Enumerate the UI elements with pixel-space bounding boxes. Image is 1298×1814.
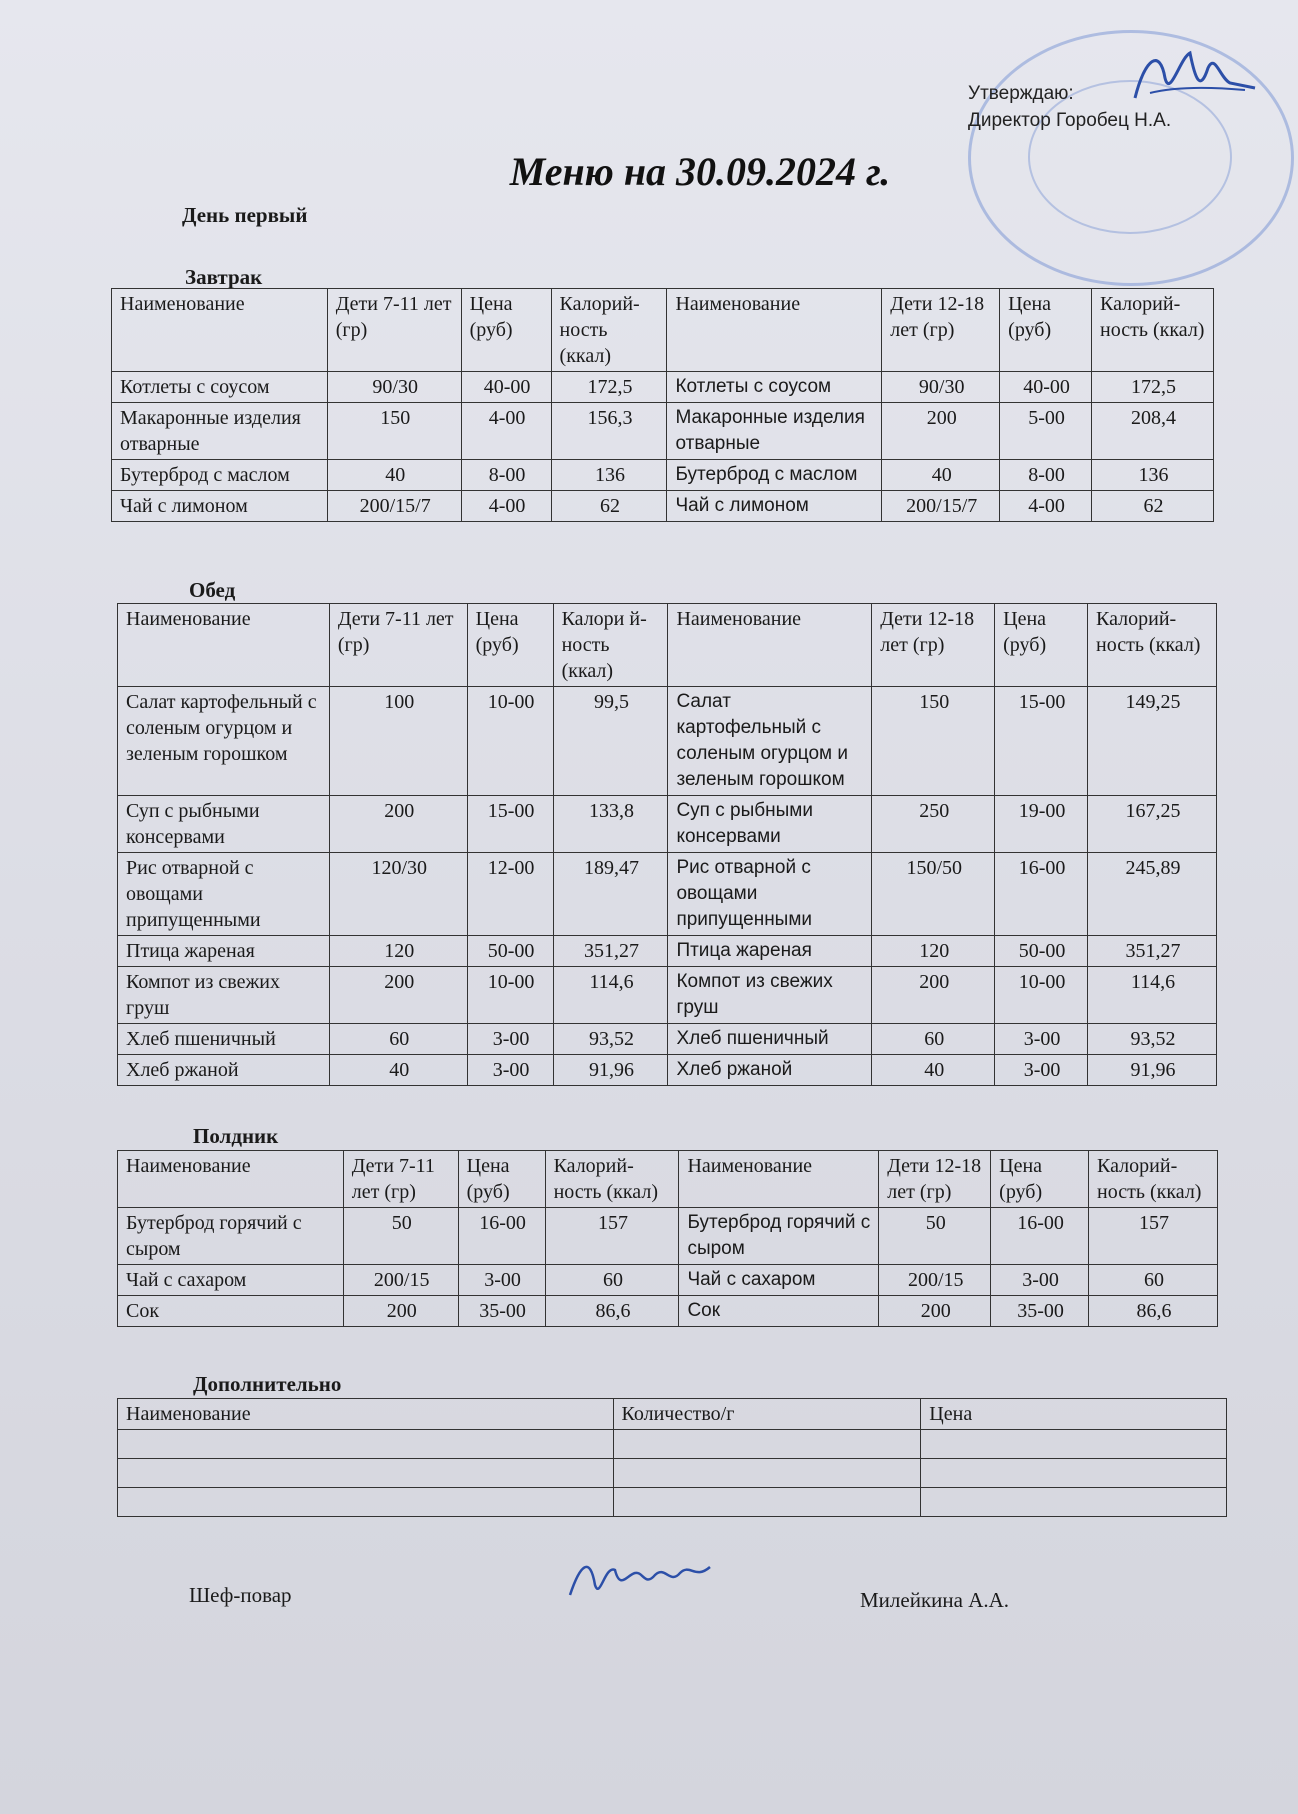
table-cell: Котлеты с соусом [667, 372, 882, 403]
column-header: Наименование [679, 1151, 879, 1208]
table-cell: 40-00 [1000, 372, 1092, 403]
table-cell: 50 [879, 1208, 991, 1265]
table-header-row [118, 604, 1217, 687]
table-cell: 3-00 [458, 1265, 545, 1296]
table-cell: 3-00 [995, 1024, 1088, 1055]
table-cell: 93,52 [1088, 1024, 1217, 1055]
table-cell: 86,6 [1089, 1296, 1218, 1327]
column-header: Наименование [112, 289, 328, 372]
table-row [118, 1055, 1217, 1086]
table-cell: 3-00 [991, 1265, 1089, 1296]
column-header: Цена (руб) [461, 289, 551, 372]
table-cell: 50 [343, 1208, 458, 1265]
table-cell: 10-00 [995, 967, 1088, 1024]
table-cell: 150/50 [872, 853, 995, 936]
table-cell: 189,47 [553, 853, 668, 936]
table-row [118, 1488, 1227, 1517]
table-cell: 200/15/7 [882, 491, 1000, 522]
table-cell: 136 [551, 460, 667, 491]
section-title-snack: Полдник [193, 1124, 279, 1148]
table-cell: 133,8 [553, 796, 668, 853]
table-cell: Хлеб пшеничный [668, 1024, 872, 1055]
column-header: Количество/г [613, 1399, 921, 1430]
column-header: Цена (руб) [467, 604, 553, 687]
table-cell: Бутерброд горячий с сыром [118, 1208, 344, 1265]
table-cell: 200/15 [343, 1265, 458, 1296]
table-cell: 99,5 [553, 687, 668, 796]
table-cell: 200 [882, 403, 1000, 460]
table-cell: 157 [1089, 1208, 1218, 1265]
column-header: Дети 12-18 лет (гр) [882, 289, 1000, 372]
table-cell: 90/30 [882, 372, 1000, 403]
table-cell: Бутерброд горячий с сыром [679, 1208, 879, 1265]
table-cell [921, 1488, 1227, 1517]
table-cell: Рис отварной с овощами припущенными [668, 853, 872, 936]
column-header: Дети 7-11 лет (гр) [327, 289, 461, 372]
approval-block [968, 80, 1171, 134]
table-cell: 5-00 [1000, 403, 1092, 460]
table-cell: 3-00 [995, 1055, 1088, 1086]
column-header: Наименование [668, 604, 872, 687]
table-cell: 40 [327, 460, 461, 491]
column-header: Калорий-ность (ккал) [1088, 604, 1217, 687]
table-cell: Суп с рыбными консервами [668, 796, 872, 853]
column-header: Наименование [118, 604, 330, 687]
column-header: Наименование [118, 1399, 614, 1430]
table-cell [613, 1488, 921, 1517]
lunch-table [117, 603, 1217, 1086]
page-title: Меню на 30.09.2024 г. [509, 149, 891, 194]
table-row [118, 1024, 1217, 1055]
table-cell: 172,5 [551, 372, 667, 403]
table-header-row [112, 289, 1214, 372]
column-header: Цена (руб) [458, 1151, 545, 1208]
chef-signature [565, 1545, 715, 1605]
table-cell: 16-00 [991, 1208, 1089, 1265]
table-row [118, 853, 1217, 936]
table-cell: 200 [343, 1296, 458, 1327]
table-cell: Котлеты с соусом [112, 372, 328, 403]
table-row [118, 1208, 1218, 1265]
table-cell: 250 [872, 796, 995, 853]
table-cell [921, 1430, 1227, 1459]
table-row [112, 403, 1214, 460]
table-cell: Хлеб ржаной [668, 1055, 872, 1086]
table-cell: 60 [329, 1024, 467, 1055]
table-row [118, 967, 1217, 1024]
table-cell: 40-00 [461, 372, 551, 403]
extra-table [117, 1398, 1227, 1517]
table-row [118, 1296, 1218, 1327]
table-cell: 60 [872, 1024, 995, 1055]
table-cell: 150 [872, 687, 995, 796]
column-header: Дети 12-18 лет (гр) [872, 604, 995, 687]
column-header: Калори й-ность (ккал) [553, 604, 668, 687]
column-header: Цена (руб) [991, 1151, 1089, 1208]
chef-label: Шеф-повар [189, 1583, 292, 1607]
table-cell: 16-00 [458, 1208, 545, 1265]
table-cell: 19-00 [995, 796, 1088, 853]
table-cell: Хлеб ржаной [118, 1055, 330, 1086]
section-title-breakfast: Завтрак [185, 265, 263, 289]
table-row [112, 491, 1214, 522]
table-header-row [118, 1151, 1218, 1208]
snack-table [117, 1150, 1218, 1327]
approval-line-2: Директор Горобец Н.А. [968, 110, 1172, 131]
table-cell: 50-00 [995, 936, 1088, 967]
table-cell: 62 [551, 491, 667, 522]
table-row [118, 1430, 1227, 1459]
table-cell: 91,96 [1088, 1055, 1217, 1086]
table-cell: 40 [872, 1055, 995, 1086]
table-cell: 351,27 [1088, 936, 1217, 967]
table-cell: Хлеб пшеничный [118, 1024, 330, 1055]
column-header: Наименование [118, 1151, 344, 1208]
table-cell: 86,6 [545, 1296, 679, 1327]
table-cell: 10-00 [467, 687, 553, 796]
column-header: Калорий-ность (ккал) [545, 1151, 679, 1208]
day-label: День первый [182, 203, 308, 227]
table-cell: 200 [329, 796, 467, 853]
table-cell: Рис отварной с овощами припущенными [118, 853, 330, 936]
column-header: Калорий-ность (ккал) [1092, 289, 1214, 372]
table-cell: Чай с лимоном [112, 491, 328, 522]
table-cell [921, 1459, 1227, 1488]
table-cell: 90/30 [327, 372, 461, 403]
table-cell: 156,3 [551, 403, 667, 460]
table-cell: 200/15 [879, 1265, 991, 1296]
table-cell: 157 [545, 1208, 679, 1265]
section-title-lunch: Обед [189, 578, 236, 602]
table-cell: Компот из свежих груш [118, 967, 330, 1024]
table-cell: 50-00 [467, 936, 553, 967]
column-header: Дети 7-11 лет (гр) [343, 1151, 458, 1208]
approval-line-1: Утверждаю: [968, 83, 1074, 104]
column-header: Калорий-ность (ккал) [1089, 1151, 1218, 1208]
table-cell: Бутерброд с маслом [112, 460, 328, 491]
table-cell: 136 [1092, 460, 1214, 491]
table-cell: 10-00 [467, 967, 553, 1024]
table-header-row [118, 1399, 1227, 1430]
table-cell: 114,6 [1088, 967, 1217, 1024]
table-cell: Чай с лимоном [667, 491, 882, 522]
table-cell: 120 [329, 936, 467, 967]
table-cell: 120/30 [329, 853, 467, 936]
table-cell: 114,6 [553, 967, 668, 1024]
table-cell: 100 [329, 687, 467, 796]
table-cell: 12-00 [467, 853, 553, 936]
table-cell: Суп с рыбными консервами [118, 796, 330, 853]
table-cell: 200 [329, 967, 467, 1024]
column-header: Цена (руб) [995, 604, 1088, 687]
table-cell: 40 [329, 1055, 467, 1086]
table-cell [118, 1430, 614, 1459]
table-cell: 15-00 [467, 796, 553, 853]
chef-name: Милейкина А.А. [860, 1588, 1010, 1612]
table-row [118, 936, 1217, 967]
table-row [112, 372, 1214, 403]
table-cell: 120 [872, 936, 995, 967]
table-cell [613, 1459, 921, 1488]
table-cell: 245,89 [1088, 853, 1217, 936]
table-cell: 35-00 [991, 1296, 1089, 1327]
table-cell: 150 [327, 403, 461, 460]
table-cell: Сок [679, 1296, 879, 1327]
table-cell: Салат картофельный с соленым огурцом и зеленым горошком [118, 687, 330, 796]
table-cell: 62 [1092, 491, 1214, 522]
table-cell: 60 [545, 1265, 679, 1296]
table-cell: Салат картофельный с соленым огурцом и зеленым горошком [668, 687, 872, 796]
table-cell: 8-00 [461, 460, 551, 491]
table-cell: 208,4 [1092, 403, 1214, 460]
table-cell: 149,25 [1088, 687, 1217, 796]
table-cell: 200 [879, 1296, 991, 1327]
table-cell: Бутерброд с маслом [667, 460, 882, 491]
column-header: Дети 12-18 лет (гр) [879, 1151, 991, 1208]
table-row [118, 1265, 1218, 1296]
table-cell: 200/15/7 [327, 491, 461, 522]
table-cell: Чай с сахаром [118, 1265, 344, 1296]
table-cell: Чай с сахаром [679, 1265, 879, 1296]
table-row [118, 1459, 1227, 1488]
table-row [118, 687, 1217, 796]
table-cell: 60 [1089, 1265, 1218, 1296]
table-cell: 4-00 [1000, 491, 1092, 522]
table-cell: Птица жареная [668, 936, 872, 967]
table-cell: 15-00 [995, 687, 1088, 796]
table-cell: 351,27 [553, 936, 668, 967]
table-cell: 3-00 [467, 1024, 553, 1055]
column-header: Наименование [667, 289, 882, 372]
column-header: Цена (руб) [1000, 289, 1092, 372]
table-cell: 4-00 [461, 403, 551, 460]
column-header: Дети 7-11 лет (гр) [329, 604, 467, 687]
table-row [112, 460, 1214, 491]
table-cell: Компот из свежих груш [668, 967, 872, 1024]
table-cell: Сок [118, 1296, 344, 1327]
section-title-extra: Дополнительно [193, 1372, 342, 1396]
table-cell: 40 [882, 460, 1000, 491]
table-cell: 167,25 [1088, 796, 1217, 853]
table-cell: Макаронные изделия отварные [667, 403, 882, 460]
table-cell: Макаронные изделия отварные [112, 403, 328, 460]
table-cell [118, 1459, 614, 1488]
table-cell [118, 1488, 614, 1517]
table-cell: 3-00 [467, 1055, 553, 1086]
table-cell: 200 [872, 967, 995, 1024]
table-cell: 93,52 [553, 1024, 668, 1055]
table-cell: 91,96 [553, 1055, 668, 1086]
table-cell: 16-00 [995, 853, 1088, 936]
breakfast-table [111, 288, 1214, 522]
column-header: Калорий-ность (ккал) [551, 289, 667, 372]
table-row [118, 796, 1217, 853]
table-cell: Птица жареная [118, 936, 330, 967]
table-cell: 172,5 [1092, 372, 1214, 403]
column-header: Цена [921, 1399, 1227, 1430]
table-cell [613, 1430, 921, 1459]
table-cell: 35-00 [458, 1296, 545, 1327]
table-cell: 4-00 [461, 491, 551, 522]
table-cell: 8-00 [1000, 460, 1092, 491]
